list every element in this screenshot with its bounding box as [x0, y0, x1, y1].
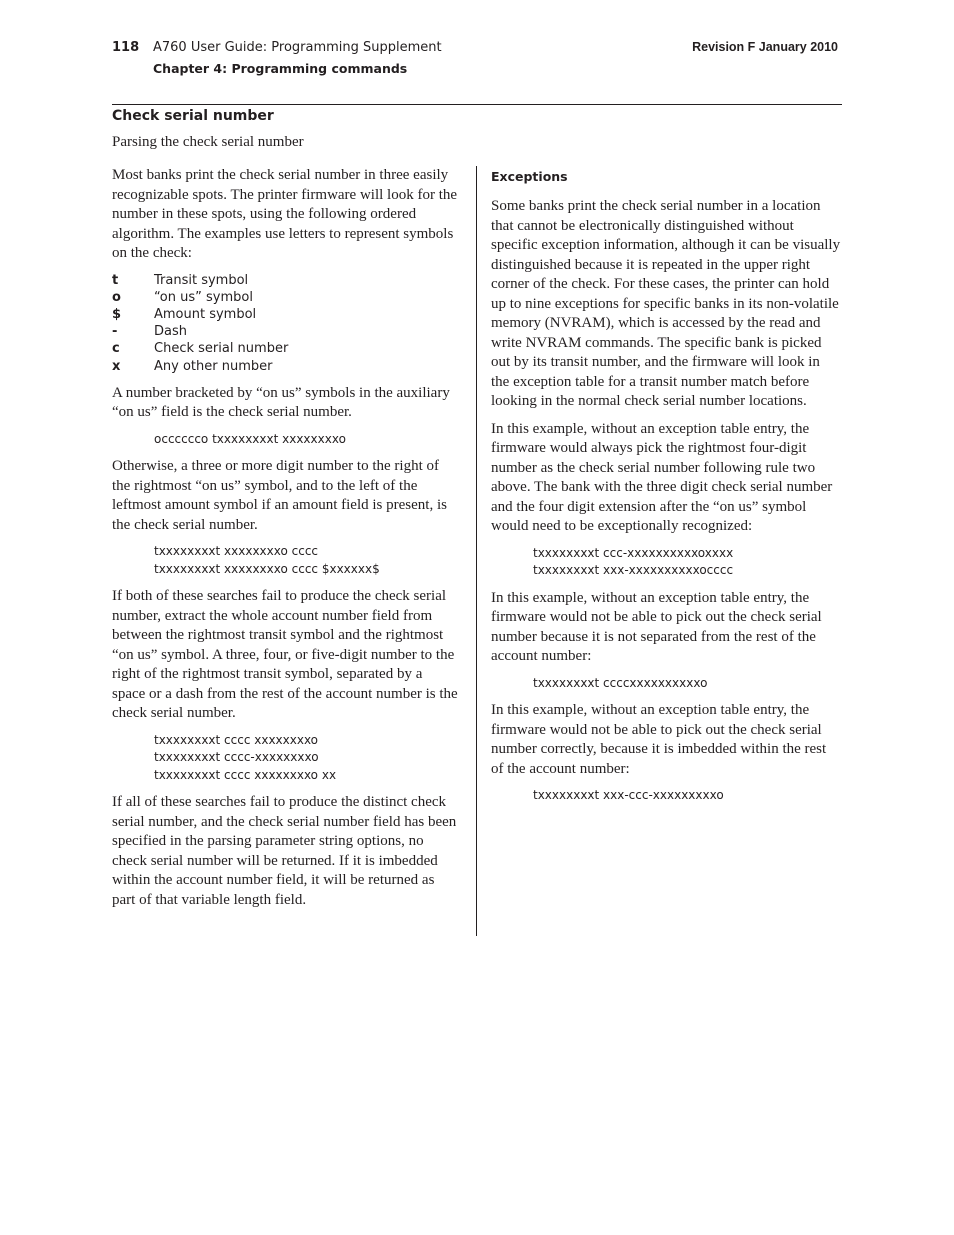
- intro-paragraph: Most banks print the check serial number in three easily recognizable spots. The printer firmware will look for the number in these spots, using the following ordered algorithm. The examples use letters to represent symbols on the check:: [112, 167, 458, 261]
- exception-example-three-paragraph: In this example, without an exception table entry, the firmware would not be able to pick out the check serial number correctly, because it is imbedded within the rest of the account number:: [491, 702, 827, 777]
- exceptions-intro-paragraph: Some banks print the check serial number in a location that cannot be electronically distinguished without specific exception information, although it can be visually distinguished because it is repeated in the upper right corner of the check. For these cases, the printer can hold up to nine exceptions for specific banks in its non-volatile memory (NVRAM), which is accessed by the read and write NVRAM commands. The specific bank is picked out by its transit number, and the firmware will look in the exception table for a transit number match before looking in the normal check serial number locations.: [491, 198, 841, 409]
- rule-one-paragraph: A number bracketed by “on us” symbols in the auxiliary “on us” field is the check serial number.: [112, 384, 450, 421]
- symbol-desc: Amount symbol: [154, 306, 257, 322]
- symbol-key: $: [112, 306, 122, 322]
- symbol-desc: Dash: [154, 324, 187, 340]
- rule-three-paragraph: If both of these searches fail to produce the check serial number, extract the whole account number field from between the rightmost transit symbol and the rightmost “on us” symbol. A three, four, or five-digit number to the right of the rightmost transit symbol, separated by a space or a dash from the rest of the account number is the check serial number.: [112, 588, 458, 722]
- example-line: txxxxxxxxt cccc xxxxxxxxo xx: [154, 767, 337, 782]
- symbol-key: x: [112, 358, 121, 374]
- example-block: [154, 431, 459, 449]
- example-line: txxxxxxxxt xxx-xxxxxxxxxxocccc: [533, 563, 734, 577]
- rule-two-paragraph: Otherwise, a three or more digit number to the right of the rightmost “on us” symbol, and to the left of the leftmost amount symbol if an amount field is present, is the check serial number.: [112, 458, 447, 533]
- symbol-row: [112, 340, 459, 357]
- section-title: Check serial number: [112, 108, 274, 124]
- revision-label: Revision F January 2010: [692, 40, 838, 54]
- guide-title: A760 User Guide: Programming Supplement: [153, 40, 442, 55]
- example-line: txxxxxxxxt cccc xxxxxxxxo: [154, 732, 319, 747]
- running-header: [112, 38, 442, 80]
- example-block: [533, 675, 841, 693]
- example-line: txxxxxxxxt cccc-xxxxxxxxo: [154, 750, 319, 765]
- example-line: txxxxxxxxt ccccxxxxxxxxxxo: [533, 675, 708, 690]
- example-line: txxxxxxxxt xxxxxxxxo cccc $xxxxxx$: [154, 561, 380, 576]
- example-line: txxxxxxxxt xxxxxxxxo cccc: [154, 544, 319, 559]
- symbol-key: t: [112, 272, 119, 288]
- example-block: [154, 543, 459, 578]
- symbol-row: [112, 323, 459, 340]
- symbol-key: c: [112, 341, 120, 357]
- example-line: occcccco txxxxxxxxt xxxxxxxxo: [154, 431, 346, 446]
- column-divider: [476, 166, 477, 936]
- example-block: [533, 787, 841, 805]
- header-rule: [112, 104, 842, 105]
- symbol-desc: Check serial number: [154, 341, 289, 357]
- symbol-legend: [112, 272, 459, 375]
- chapter-title: Chapter 4: Programming commands: [153, 61, 408, 76]
- right-column: [491, 166, 841, 814]
- section-subtitle: Parsing the check serial number: [112, 134, 304, 150]
- exceptions-heading: Exceptions: [491, 169, 568, 184]
- page-number: 118: [112, 40, 140, 55]
- example-block: [154, 732, 459, 785]
- exception-example-one-paragraph: In this example, without an exception table entry, the firmware would always pick the rightmost four-digit number as the check serial number following rule two above. The bank with the three digit check serial number and the four digit extension after the “on us” symbol would need to be exceptionally recognized:: [491, 420, 833, 534]
- symbol-row: [112, 306, 459, 323]
- header-title-row: [112, 38, 442, 58]
- fallback-paragraph: If all of these searches fail to produce the distinct check serial number, and the check serial number field has been specified in the parsing parameter string options, no check serial number will be returned. If it is imbedded within the account number field, it will be returned as part of that variable length field.: [112, 794, 457, 908]
- symbol-row: [112, 289, 459, 306]
- left-column: [112, 166, 459, 918]
- symbol-desc: Any other number: [154, 358, 273, 374]
- symbol-key: o: [112, 289, 121, 305]
- symbol-desc: Transit symbol: [154, 272, 249, 288]
- example-block: [533, 545, 841, 580]
- symbol-desc: “on us” symbol: [154, 289, 253, 305]
- example-line: txxxxxxxxt ccc-xxxxxxxxxxoxxxx: [533, 545, 734, 560]
- symbol-row: [112, 272, 459, 289]
- exception-example-two-paragraph: In this example, without an exception table entry, the firmware would not be able to pick out the check serial number because it is not separated from the rest of the account number:: [491, 589, 822, 664]
- symbol-row: [112, 358, 459, 375]
- example-line: txxxxxxxxt xxx-ccc-xxxxxxxxxo: [533, 788, 724, 802]
- symbol-key: -: [112, 324, 118, 340]
